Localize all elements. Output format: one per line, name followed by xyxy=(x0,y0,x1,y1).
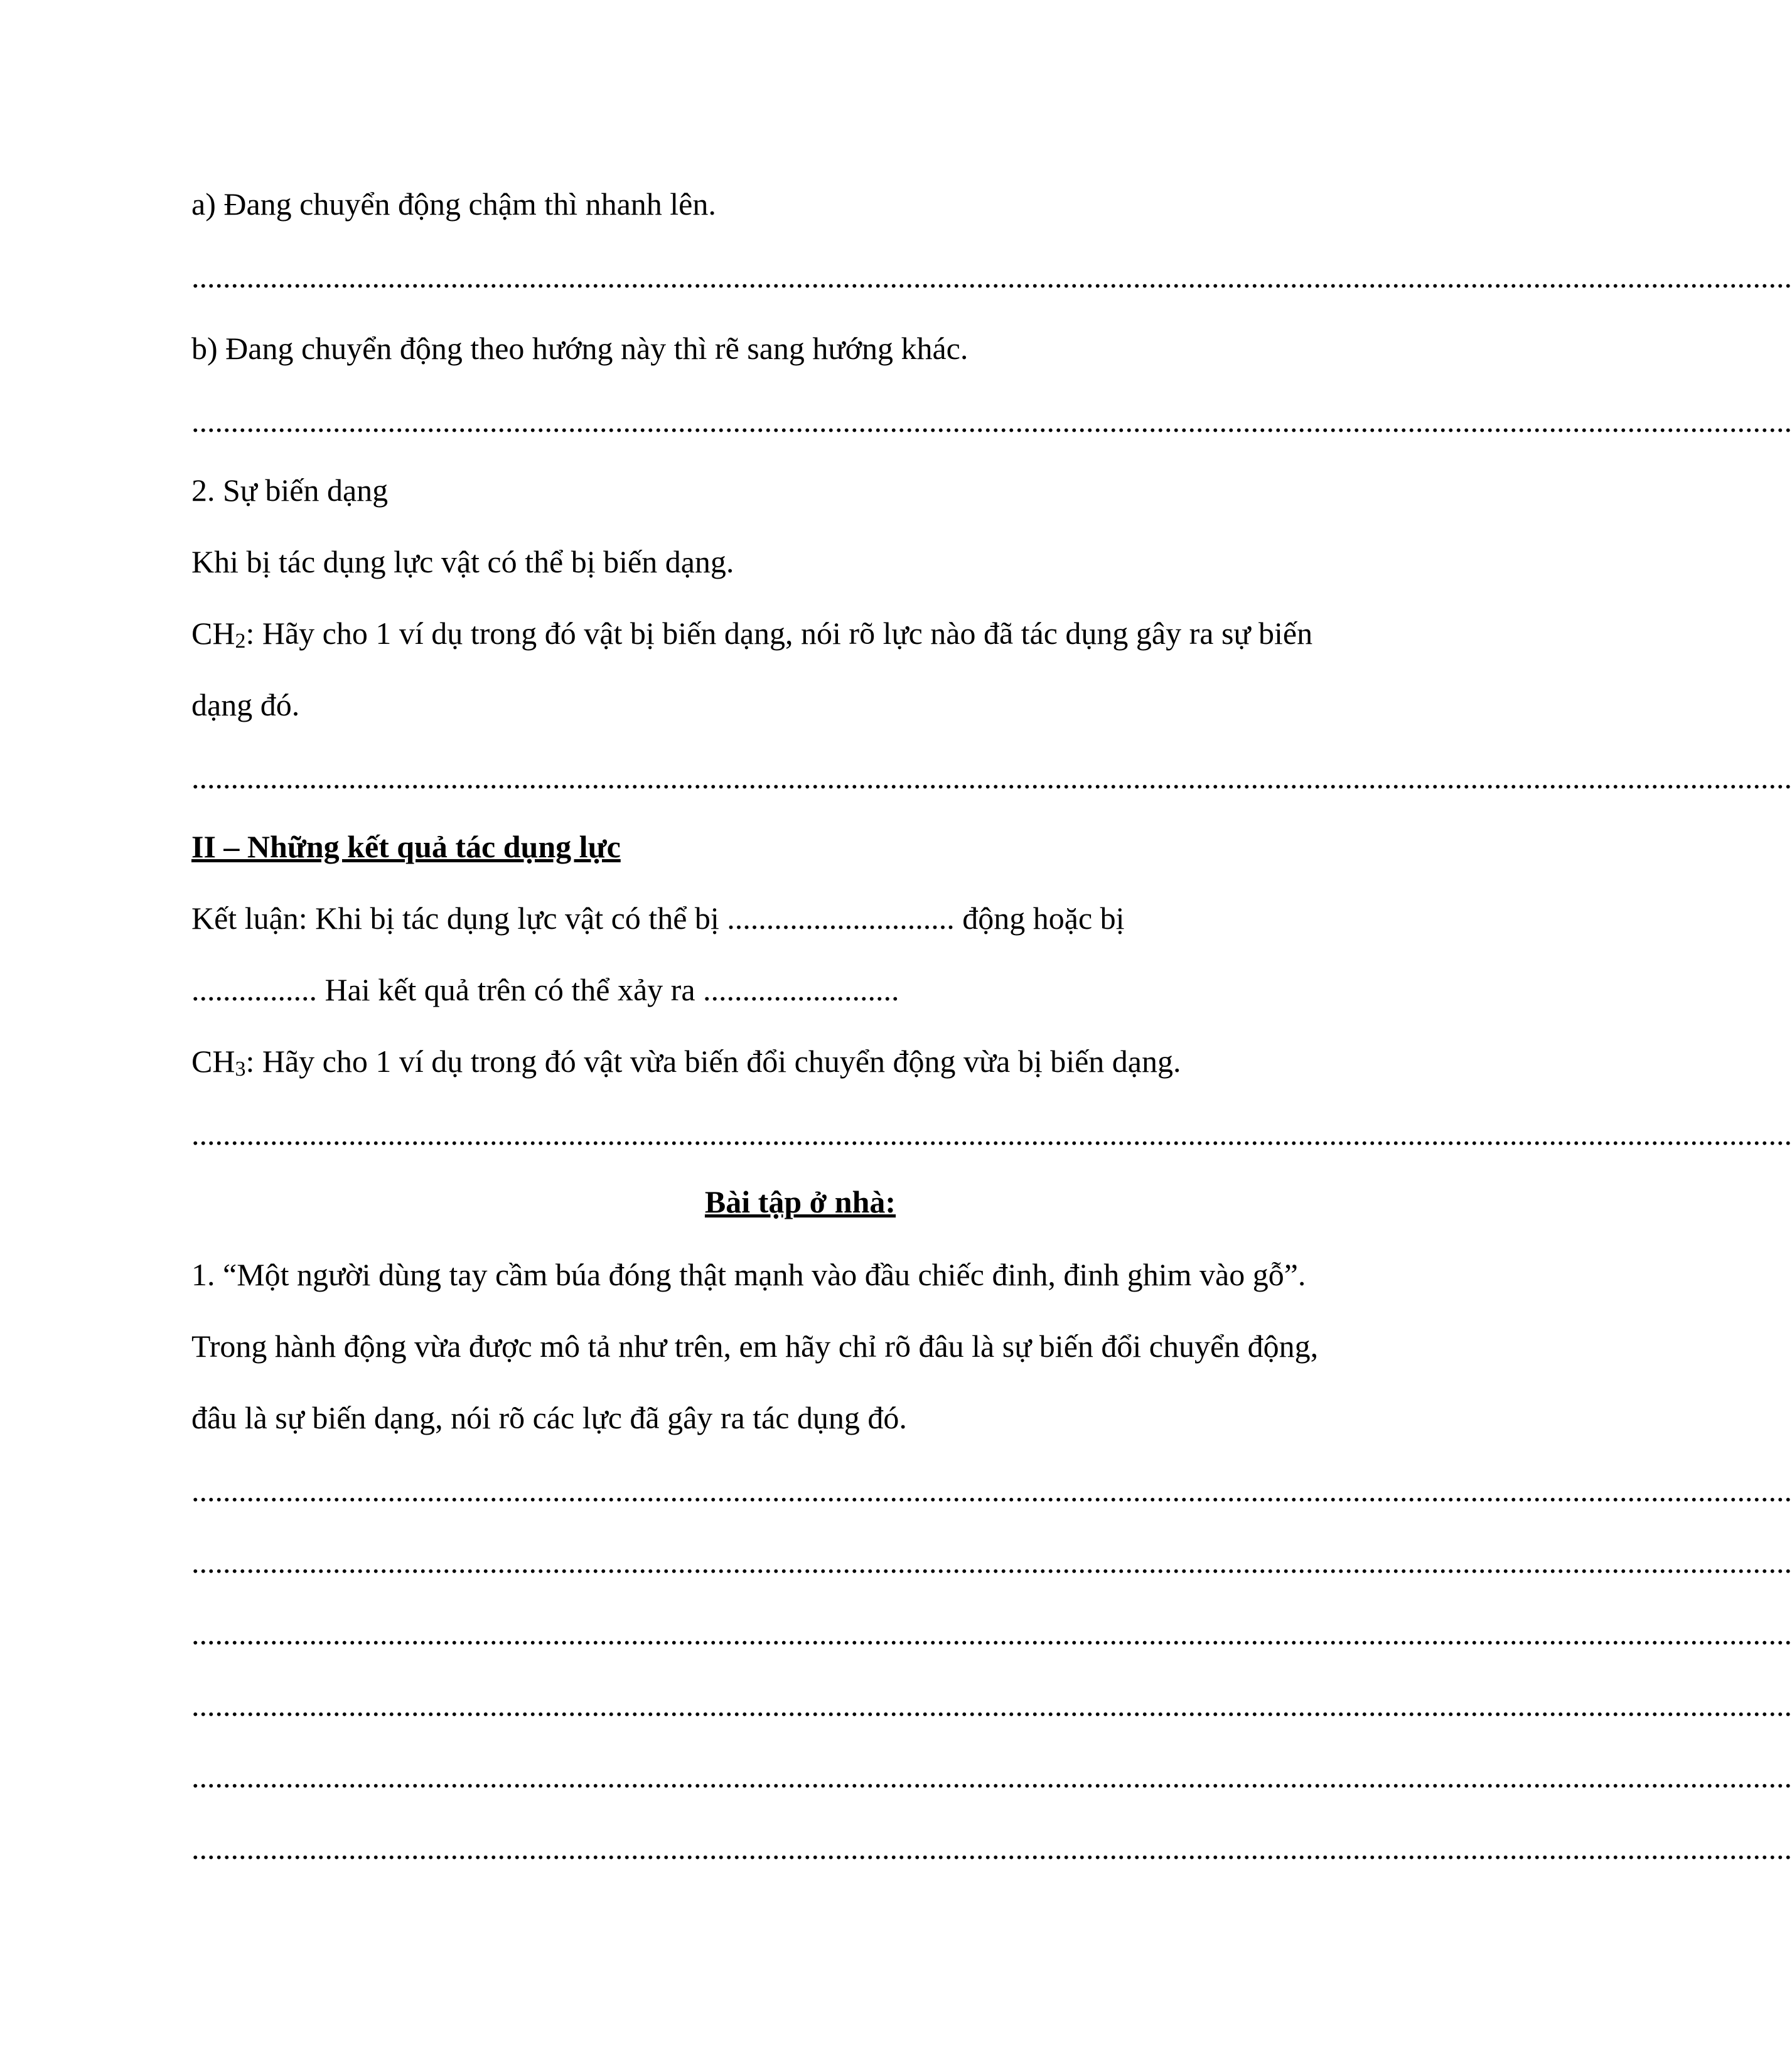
conclusion-line1: Kết luận: Khi bị tác dụng lực vật có thể bị ............................. động hoặc bị xyxy=(191,901,1125,936)
ch3-text: : Hãy cho 1 ví dụ trong đó vật vừa biến đổi chuyển động vừa bị biến dạng. xyxy=(245,1044,1181,1079)
q1-line1: 1. “Một người dùng tay cầm búa đóng thật mạnh vào đầu chiếc đinh, đinh ghim vào gỗ”. xyxy=(191,1257,1306,1292)
answer-line[interactable]: ............................................................................................................................................................................................................ xyxy=(191,404,1792,439)
deform-text: Khi bị tác dụng lực vật có thể bị biến dạng. xyxy=(191,544,734,579)
answer-line[interactable]: ............................................................................................................................................................................................................ xyxy=(191,259,1792,294)
ch2-line2: dạng đó. xyxy=(191,687,300,722)
ch2-question xyxy=(191,616,1409,653)
answer-line[interactable]: ............................................................................................................................................................................................................ xyxy=(191,1616,1792,1651)
ch3-prefix: CH xyxy=(191,1044,235,1079)
conclusion-line2: ................ Hai kết quả trên có thể xảy ra ......................... xyxy=(191,972,899,1007)
ch3-question xyxy=(191,1044,1409,1081)
ch3-sub: 3 xyxy=(235,1057,246,1081)
answer-line[interactable]: ............................................................................................................................................................................................................ xyxy=(191,1473,1792,1508)
answer-line[interactable]: ............................................................................................................................................................................................................ xyxy=(191,760,1792,795)
section2-heading: II – Những kết quả tác dụng lực xyxy=(191,829,621,864)
deform-title: 2. Sự biến dạng xyxy=(191,473,389,508)
answer-line[interactable]: ............................................................................................................................................................................................................ xyxy=(191,1544,1792,1580)
answer-line[interactable]: ............................................................................................................................................................................................................ xyxy=(191,1759,1792,1794)
homework-heading: Bài tập ở nhà: xyxy=(704,1184,896,1219)
q1-line2: Trong hành động vừa được mô tả như trên, em hãy chỉ rõ đâu là sự biến đổi chuyển động, xyxy=(191,1329,1319,1364)
ch2-prefix: CH xyxy=(191,616,235,651)
answer-line[interactable]: ............................................................................................................................................................................................................ xyxy=(191,1831,1792,1866)
answer-line[interactable]: ............................................................................................................................................................................................................ xyxy=(191,1688,1792,1723)
answer-line[interactable]: ............................................................................................................................................................................................................ xyxy=(191,1116,1792,1152)
homework-heading-wrap xyxy=(191,1186,1409,1217)
ch2-line1: : Hãy cho 1 ví dụ trong đó vật bị biến dạng, nói rõ lực nào đã tác dụng gây ra sự biến xyxy=(245,616,1313,651)
item-a: a) Đang chuyển động chậm thì nhanh lên. xyxy=(191,186,716,222)
q1-line3: đâu là sự biến dạng, nói rõ các lực đã gây ra tác dụng đó. xyxy=(191,1400,907,1435)
item-b: b) Đang chuyển động theo hướng này thì rẽ sang hướng khác. xyxy=(191,331,968,366)
ch2-sub: 2 xyxy=(235,629,246,653)
